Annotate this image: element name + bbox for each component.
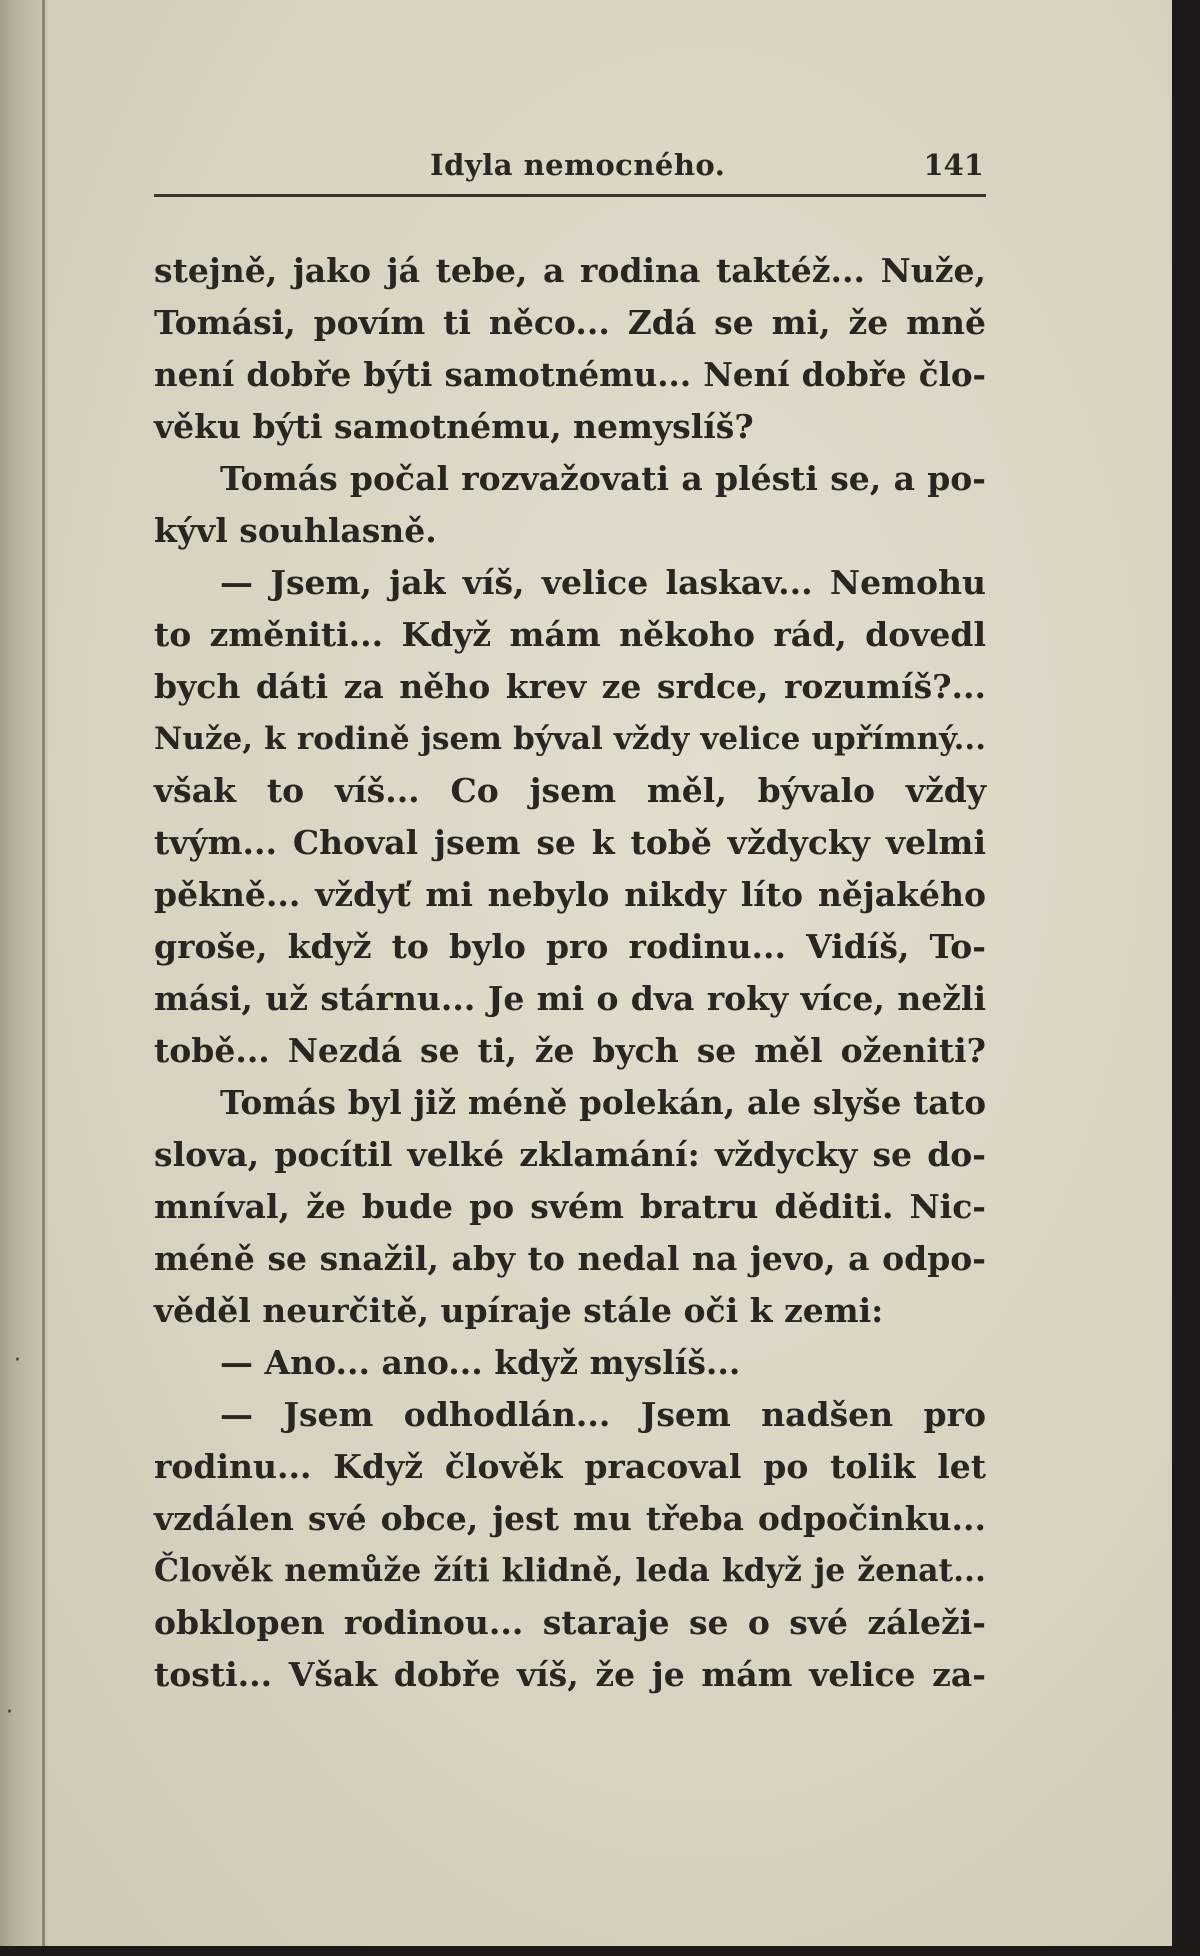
text-line: pěkně... vždyť mi nebylo nikdy líto nějakého <box>154 875 986 914</box>
text-line: bych dáti za něho krev ze srdce, rozumíš?... <box>154 667 986 706</box>
body-text <box>154 245 986 1701</box>
binding-edge <box>42 0 45 1946</box>
text-line: to změniti... Když mám někoho rád, dovedl <box>154 615 986 654</box>
header-rule <box>154 194 986 197</box>
text-line: Tomás byl již méně polekán, ale slyše tato <box>220 1083 986 1122</box>
text-line: groše, když to bylo pro rodinu... Vidíš, To- <box>154 927 986 966</box>
text-line: není dobře býti samotnému... Není dobře člo- <box>154 355 986 394</box>
text-line: mníval, že bude po svém bratru děditi. Nic- <box>154 1187 986 1226</box>
text-line: věku býti samotnému, nemyslíš? <box>154 407 754 446</box>
page-gutter <box>0 0 48 1946</box>
running-head: Idyla nemocného. <box>430 148 726 182</box>
text-line: tosti... Však dobře víš, že je mám velice za- <box>154 1655 986 1694</box>
text-line: slova, pocítil velké zklamání: vždycky se do- <box>154 1135 986 1174</box>
text-line: Nuže, k rodině jsem býval vždy velice upřímný... <box>154 721 986 757</box>
text-line: věděl neurčitě, upíraje stále oči k zemi: <box>154 1291 884 1330</box>
text-line: — Ano... ano... když myslíš... <box>220 1343 741 1382</box>
text-line: tobě... Nezdá se ti, že bych se měl oženiti? <box>154 1031 986 1070</box>
text-line: méně se snažil, aby to nedal na jevo, a odpo- <box>154 1239 986 1278</box>
text-line: stejně, jako já tebe, a rodina taktéž... Nuže, <box>154 251 986 290</box>
text-line: obklopen rodinou... staraje se o své záleži- <box>154 1603 986 1642</box>
text-line: rodinu... Když člověk pracoval po tolik let <box>154 1447 986 1486</box>
text-line: mási, už stárnu... Je mi o dva roky více, nežli <box>154 979 986 1018</box>
text-line: Tomási, povím ti něco... Zdá se mi, že mně <box>154 303 986 342</box>
text-line: kývl souhlasně. <box>154 511 437 550</box>
text-line: Tomás počal rozvažovati a plésti se, a po- <box>220 459 986 498</box>
text-line: vzdálen své obce, jest mu třeba odpočinku... <box>154 1499 986 1538</box>
text-line: — Jsem odhodlán... Jsem nadšen pro <box>220 1395 986 1434</box>
page-number: 141 <box>923 148 984 182</box>
text-line: tvým... Choval jsem se k tobě vždycky velmi <box>154 823 986 862</box>
text-line: však to víš... Co jsem měl, bývalo vždy <box>154 771 986 810</box>
text-line: Člověk nemůže žíti klidně, leda když je ženat... <box>154 1552 986 1589</box>
ink-speck: · <box>14 1348 21 1373</box>
ink-speck: · <box>6 1700 13 1725</box>
page-header <box>154 140 986 190</box>
text-line: — Jsem, jak víš, velice laskav... Nemohu <box>220 563 986 602</box>
